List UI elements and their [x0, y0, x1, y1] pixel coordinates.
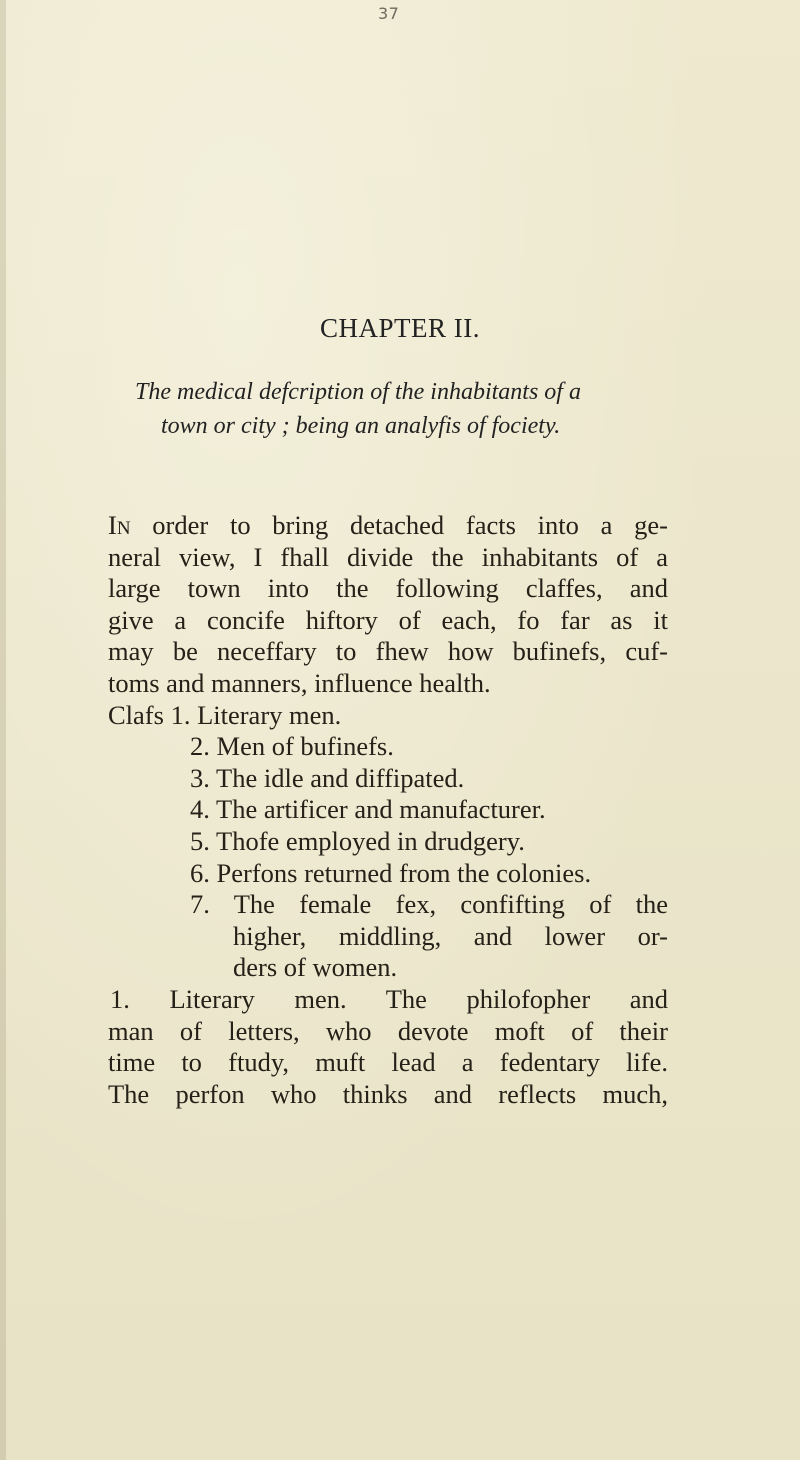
list-text: The female fex, confifting of the [233, 889, 668, 920]
paragraph-line: may be neceffary to fhew how bufinefs, cuf- [108, 636, 668, 667]
list-item [108, 731, 668, 763]
list-item-continuation: ders of women. [233, 952, 398, 983]
list-item [108, 763, 668, 795]
page-number: 37 [378, 4, 400, 23]
list-number: 2. [190, 731, 210, 762]
class-label: Clafs [108, 699, 164, 730]
paragraph-line: The perfon who thinks and reflects much, [108, 1078, 668, 1109]
paragraph-line: large town into the following claffes, and [108, 573, 668, 604]
list-number: 7. [190, 889, 210, 920]
list-number: 5. [190, 825, 210, 856]
paragraph-line: neral view, I fhall divide the inhabitants of a [108, 541, 668, 572]
chapter-subtitle [135, 375, 695, 443]
subtitle-line: town or city ; being an analyfis of fociety. [161, 413, 561, 439]
paragraph-line-text: order to bring detached facts into a ge- [130, 510, 668, 540]
list-number: 1. [170, 699, 191, 730]
list-text: Literary men. [197, 699, 342, 730]
paragraph-line: toms and manners, influence health. [108, 667, 491, 698]
list-item [108, 858, 668, 890]
paragraph-line [108, 510, 668, 542]
list-number: 3. [190, 762, 210, 793]
subtitle-line: The medical defcription of the inhabitants of a [135, 379, 581, 405]
list-text: Thofe employed in drudgery. [216, 825, 525, 856]
paragraph-line: time to ftudy, muft lead a fedentary life. [108, 1047, 668, 1078]
paragraph-line: man of letters, who devote moft of their [108, 1015, 668, 1046]
body-text [108, 510, 668, 1110]
list-number: 4. [190, 794, 210, 825]
chapter-heading: CHAPTER II. [320, 313, 480, 343]
page-edge-shadow [0, 0, 6, 1460]
list-text: Men of bufinefs. [216, 731, 394, 762]
list-item [108, 826, 668, 858]
list-text: The artificer and manufacturer. [216, 794, 546, 825]
list-item-continuation: higher, middling, and lower or- [233, 920, 668, 951]
list-item [108, 700, 668, 732]
list-item [190, 889, 668, 921]
drop-word: In [108, 510, 131, 540]
list-text: The idle and diffipated. [216, 762, 465, 793]
paragraph-line: 1. Literary men. The philofopher and [110, 983, 668, 1014]
list-item [108, 794, 668, 826]
list-number: 6. [190, 857, 210, 888]
paragraph-line: give a concife hiftory of each, fo far as it [108, 604, 668, 635]
list-text: Perfons returned from the colonies. [216, 857, 592, 888]
